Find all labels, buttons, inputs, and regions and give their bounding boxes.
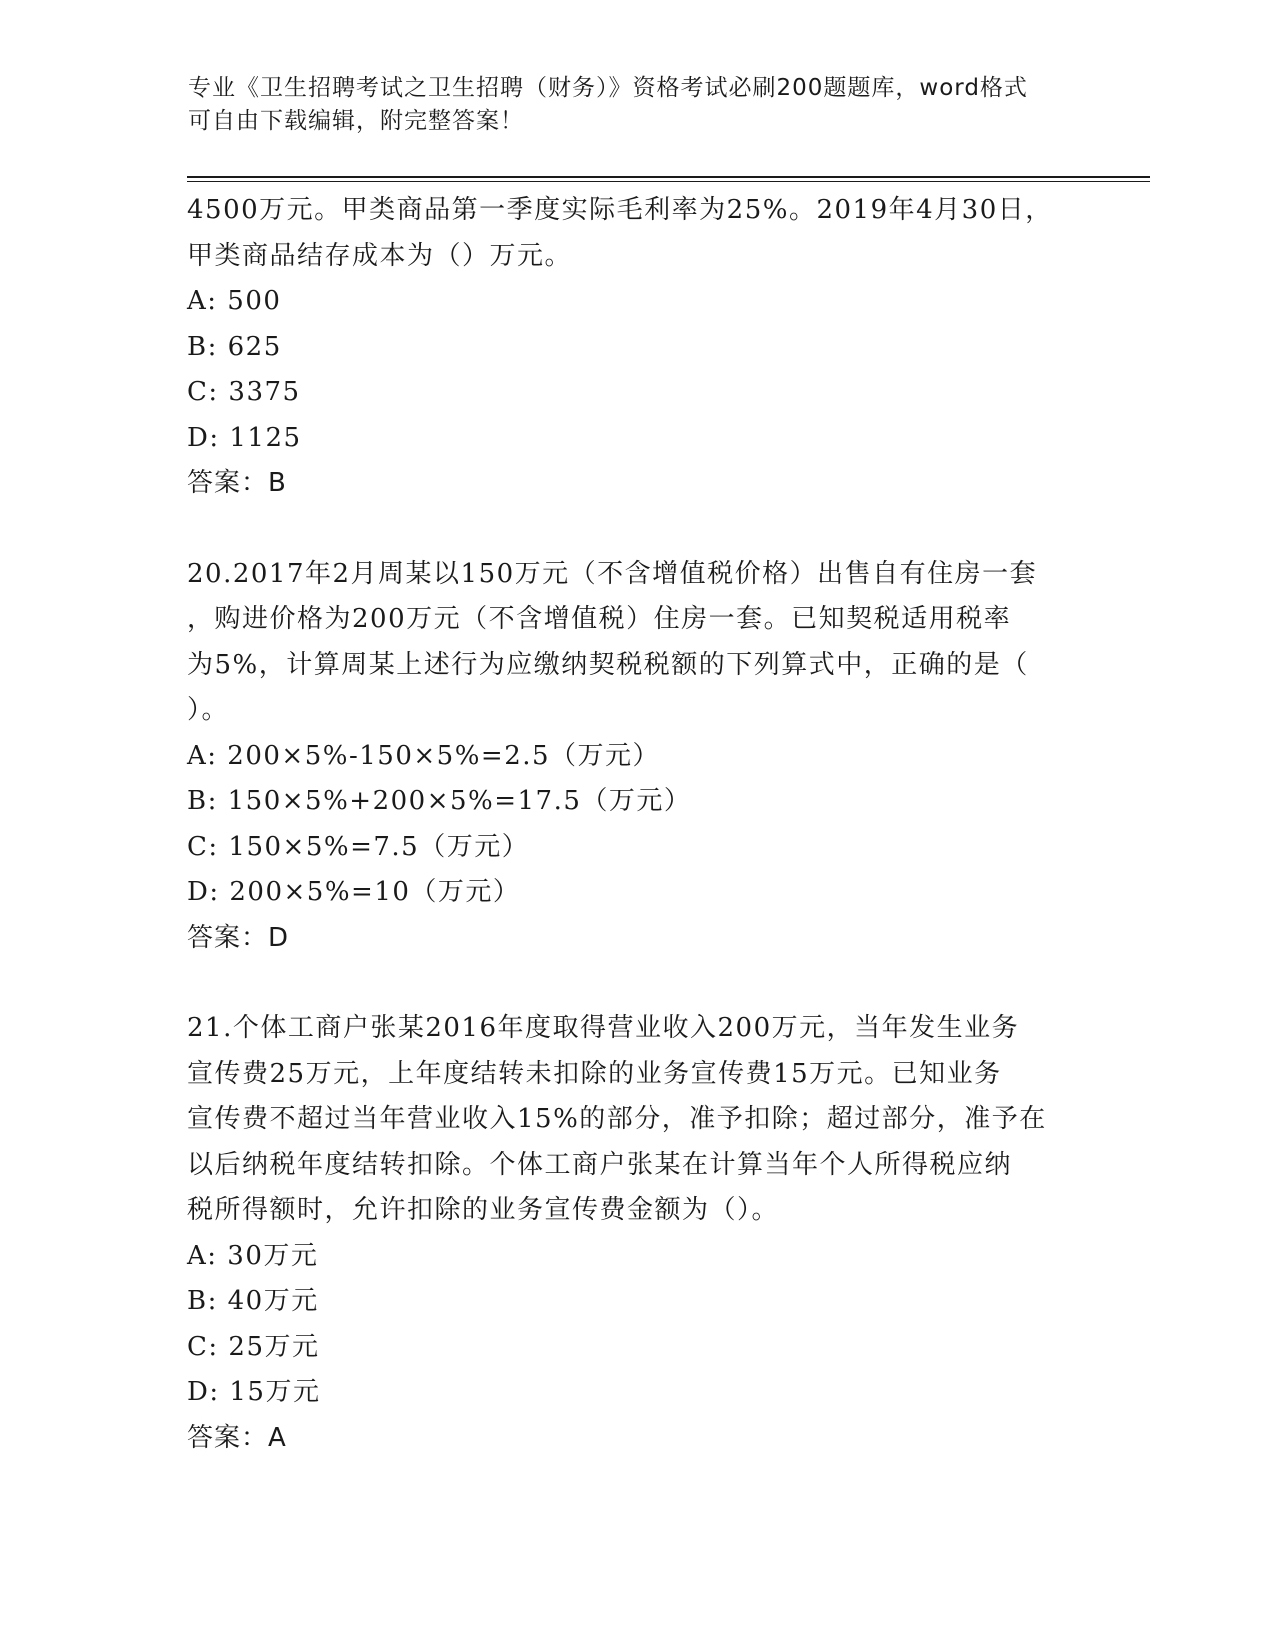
- question-text-line: 4500万元。甲类商品第一季度实际毛利率为25%。2019年4月30日，: [187, 195, 1053, 225]
- option-a: A: 200×5%-150×5%=2.5（万元）: [187, 740, 661, 771]
- option-d: D: 1125: [187, 422, 302, 453]
- option-a: A: 500: [187, 286, 282, 316]
- document-header: [188, 72, 1088, 138]
- answer: 答案：D: [187, 922, 290, 953]
- option-c: C: 3375: [187, 377, 301, 407]
- header-line-2: 可自由下载编辑，附完整答案！: [188, 108, 524, 134]
- header-divider: [187, 176, 1150, 178]
- question-text-line: 甲类商品结存成本为（）万元。: [187, 240, 573, 271]
- question-text-line: ）。: [187, 695, 230, 725]
- option-c: C: 25万元: [187, 1331, 320, 1362]
- question-text-line: 以后纳税年度结转扣除。个体工商户张某在计算当年个人所得税应纳: [187, 1149, 1013, 1180]
- question-21: [187, 1006, 1087, 1461]
- question-text-line: 21.个体工商户张某2016年度取得营业收入200万元，当年发生业务: [187, 1013, 1020, 1043]
- option-b: B: 40万元: [187, 1286, 319, 1316]
- document-body: [187, 188, 1087, 1461]
- option-d: D: 15万元: [187, 1377, 321, 1407]
- question-text-line: 为5%，计算周某上述行为应缴纳契税税额的下列算式中，正确的是（: [187, 649, 1029, 680]
- option-c: C: 150×5%=7.5（万元）: [187, 831, 530, 862]
- question-19: [187, 188, 1087, 507]
- question-text-line: ，购进价格为200万元（不含增值税）住房一套。已知契税适用税率: [187, 604, 1012, 634]
- answer: 答案：A: [187, 1422, 287, 1453]
- header-line-1: 专业《卫生招聘考试之卫生招聘（财务）》资格考试必刷200题题库，word格式: [188, 75, 1028, 101]
- option-d: D: 200×5%=10（万元）: [187, 877, 521, 907]
- question-20: [187, 552, 1087, 962]
- question-text-line: 20.2017年2月周某以150万元（不含增值税价格）出售自有住房一套: [187, 558, 1038, 589]
- option-b: B: 625: [187, 331, 282, 362]
- option-a: A: 30万元: [187, 1240, 319, 1271]
- question-text-line: 宣传费不超过当年营业收入15%的部分，准予扣除；超过部分，准予在: [187, 1104, 1047, 1134]
- answer: 答案：B: [187, 468, 287, 498]
- question-text-line: 税所得额时，允许扣除的业务宣传费金额为（）。: [187, 1195, 780, 1225]
- header-divider-thin: [187, 181, 1150, 182]
- question-text-line: 宣传费25万元，上年度结转未扣除的业务宣传费15万元。已知业务: [187, 1058, 1002, 1089]
- option-b: B: 150×5%+200×5%=17.5（万元）: [187, 786, 692, 816]
